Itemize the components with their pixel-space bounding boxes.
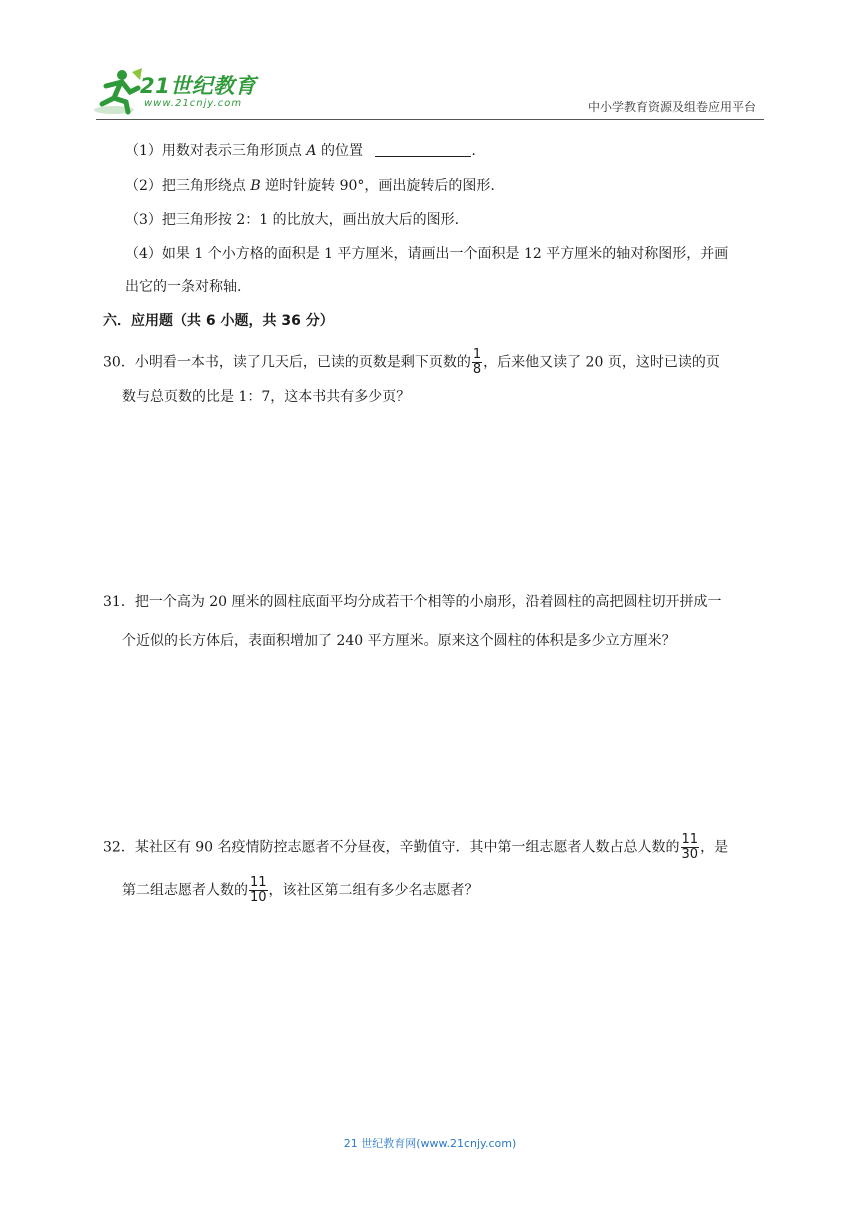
question-29-part-3: （3）把三角形按 2：1 的比放大，画出放大后的图形. [125, 212, 460, 228]
q29-2-pre: （2）把三角形绕点 [125, 178, 246, 194]
q29-1-text: （1）用数对表示三角形顶点 [125, 143, 302, 159]
header-divider [96, 119, 764, 120]
section-title: 六．应用题（共 6 小题，共 36 分） [103, 313, 334, 329]
q32-fraction-1 [681, 833, 700, 862]
page-header [0, 0, 860, 125]
q29-1-end: . [471, 143, 476, 159]
frac-numerator: 1 [472, 347, 482, 362]
frac-denominator: 8 [472, 362, 482, 377]
q30-text-post: ，后来他又读了 20 页，这时已读的页 [483, 354, 720, 371]
question-30-line-2: 数与总页数的比是 1：7，这本书共有多少页？ [122, 389, 411, 405]
q32-b-pre: 第二组志愿者人数的 [122, 882, 248, 899]
frac-denominator: 10 [250, 890, 267, 905]
question-31-line-1: 31．把一个高为 20 厘米的圆柱底面平均分成若干个相等的小扇形，沿着圆柱的高把圆柱切开拼成一 [103, 594, 722, 610]
q32-text-post: ，是 [700, 839, 729, 856]
frac-denominator: 30 [681, 847, 699, 862]
page-footer[interactable]: 21 世纪教育网(www.21cnjy.com) [343, 1137, 517, 1150]
logo-url: www.21cnjy.com [144, 98, 243, 109]
logo-text: 21世纪教育 [140, 74, 257, 98]
question-29-part-4-line-1: （4）如果 1 个小方格的面积是 1 平方厘米，请画出一个面积是 12 平方厘米的轴对称图形，并画 [125, 246, 729, 262]
runner-icon [92, 66, 144, 118]
site-name: 中小学教育资源及组卷应用平台 [587, 100, 756, 114]
site-logo[interactable] [92, 64, 272, 120]
q30-fraction [472, 348, 482, 377]
q32-b-post: ，该社区第二组有多少名志愿者？ [268, 882, 479, 899]
q29-2-post: 逆时针旋转 90°，画出旋转后的图形. [265, 178, 495, 194]
q29-1-tail: 的位置 [320, 143, 363, 159]
q29-1-var: A [306, 143, 317, 159]
frac-numerator: 11 [250, 875, 267, 890]
q32-fraction-2 [249, 876, 268, 905]
question-32-line-1 [103, 833, 728, 862]
q29-2-var: B [250, 178, 261, 194]
answer-blank[interactable] [375, 142, 471, 157]
question-32-line-2 [122, 876, 479, 905]
q30-text-pre: 30．小明看一本书，读了几天后，已读的页数是剩下页数的 [103, 354, 471, 371]
q32-text-pre: 32．某社区有 90 名疫情防控志愿者不分昼夜，辛勤值守．其中第一组志愿者人数占总人数的 [103, 839, 680, 856]
question-29-part-2 [125, 176, 495, 196]
question-29-part-1 [125, 141, 476, 161]
question-29-part-4-line-2: 出它的一条对称轴. [125, 279, 242, 295]
question-31-line-2: 个近似的长方体后，表面积增加了 240 平方厘米。原来这个圆柱的体积是多少立方厘米？ [122, 633, 676, 649]
question-30-line-1 [103, 348, 720, 377]
frac-numerator: 11 [681, 832, 699, 847]
